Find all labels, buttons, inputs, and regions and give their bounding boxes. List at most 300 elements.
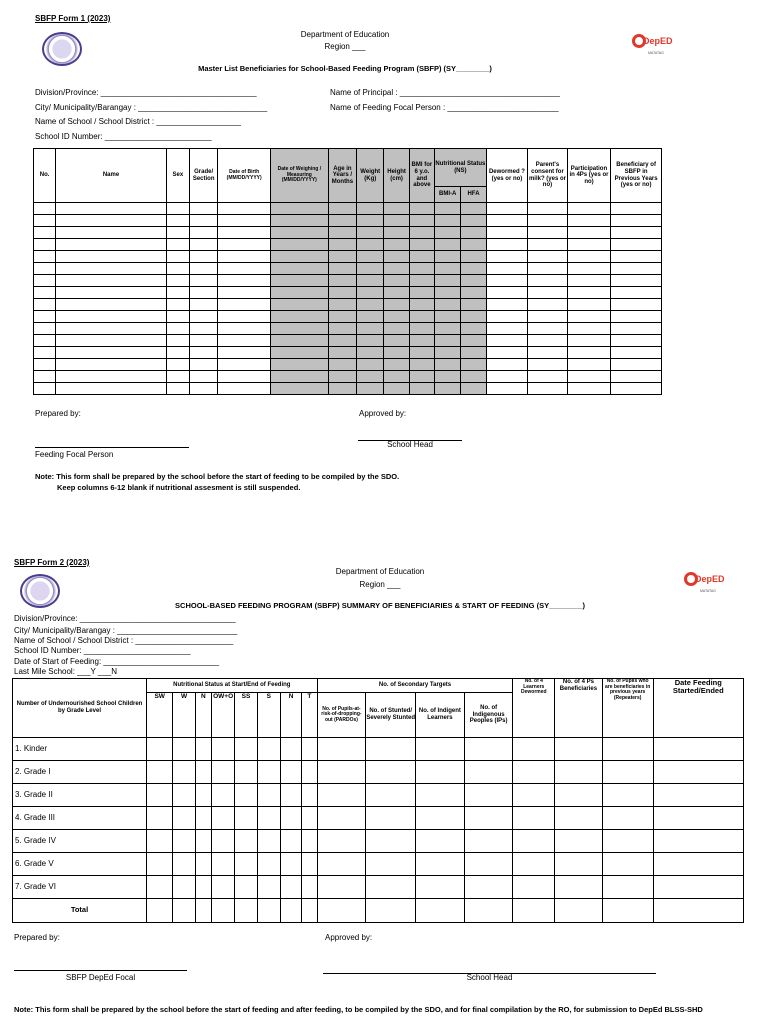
table-cell[interactable] [34, 275, 56, 287]
table-cell[interactable] [416, 738, 465, 761]
table-cell[interactable] [235, 853, 257, 876]
table-cell[interactable] [257, 876, 280, 899]
table-cell[interactable] [56, 311, 166, 323]
table-cell[interactable] [653, 738, 743, 761]
table-cell[interactable] [602, 784, 653, 807]
table-cell[interactable] [435, 251, 461, 263]
table-cell[interactable] [302, 761, 317, 784]
table-cell[interactable] [166, 275, 189, 287]
table-cell[interactable] [317, 784, 366, 807]
table-cell[interactable] [567, 371, 611, 383]
table-cell[interactable] [513, 853, 555, 876]
table-cell[interactable] [328, 275, 356, 287]
table-cell[interactable] [195, 830, 211, 853]
table-cell[interactable] [189, 215, 217, 227]
table-cell[interactable] [513, 784, 555, 807]
table-cell[interactable] [56, 335, 166, 347]
table-cell[interactable] [173, 853, 195, 876]
table-cell[interactable] [34, 203, 56, 215]
table-cell[interactable] [611, 347, 662, 359]
table-cell[interactable] [270, 227, 328, 239]
table-cell[interactable] [435, 371, 461, 383]
table-cell[interactable] [357, 311, 384, 323]
table-cell[interactable] [218, 359, 271, 371]
table-cell[interactable] [34, 371, 56, 383]
table-cell[interactable] [280, 899, 301, 923]
table-cell[interactable] [166, 371, 189, 383]
table-cell[interactable] [218, 251, 271, 263]
table-cell[interactable] [384, 203, 409, 215]
table-cell[interactable] [528, 359, 568, 371]
table-cell[interactable] [257, 761, 280, 784]
table-cell[interactable] [218, 215, 271, 227]
table-cell[interactable] [195, 761, 211, 784]
table-cell[interactable] [653, 853, 743, 876]
table-cell[interactable] [567, 215, 611, 227]
table-cell[interactable] [328, 287, 356, 299]
table-cell[interactable] [384, 215, 409, 227]
table-cell[interactable] [211, 761, 234, 784]
table-cell[interactable] [166, 347, 189, 359]
table-cell[interactable] [357, 335, 384, 347]
table-cell[interactable] [611, 299, 662, 311]
table-cell[interactable] [384, 227, 409, 239]
table-cell[interactable] [464, 807, 513, 830]
table-cell[interactable] [257, 899, 280, 923]
table-cell[interactable] [464, 899, 513, 923]
table-cell[interactable] [461, 227, 486, 239]
table-cell[interactable] [235, 738, 257, 761]
table-cell[interactable] [189, 239, 217, 251]
table-cell[interactable] [270, 287, 328, 299]
table-cell[interactable] [366, 807, 416, 830]
table-cell[interactable] [34, 263, 56, 275]
table-cell[interactable] [189, 287, 217, 299]
table-cell[interactable] [464, 830, 513, 853]
table-cell[interactable] [486, 263, 528, 275]
table-cell[interactable] [166, 335, 189, 347]
table-cell[interactable] [602, 830, 653, 853]
table-cell[interactable] [218, 347, 271, 359]
table-cell[interactable] [166, 359, 189, 371]
table-cell[interactable] [218, 287, 271, 299]
table-cell[interactable] [528, 203, 568, 215]
table-cell[interactable] [409, 287, 434, 299]
table-cell[interactable] [328, 347, 356, 359]
table-cell[interactable] [384, 287, 409, 299]
table-cell[interactable] [357, 323, 384, 335]
table-cell[interactable] [461, 287, 486, 299]
table-cell[interactable] [166, 227, 189, 239]
table-cell[interactable] [257, 830, 280, 853]
table-cell[interactable] [611, 251, 662, 263]
table-cell[interactable] [302, 784, 317, 807]
table-cell[interactable] [34, 215, 56, 227]
table-cell[interactable] [461, 275, 486, 287]
table-cell[interactable] [270, 323, 328, 335]
table-cell[interactable] [366, 876, 416, 899]
table-cell[interactable] [409, 263, 434, 275]
table-cell[interactable] [461, 299, 486, 311]
table-cell[interactable] [218, 311, 271, 323]
table-cell[interactable] [602, 853, 653, 876]
table-cell[interactable] [328, 239, 356, 251]
table-cell[interactable] [195, 738, 211, 761]
table-cell[interactable] [34, 359, 56, 371]
table-cell[interactable] [173, 761, 195, 784]
table-cell[interactable] [567, 347, 611, 359]
table-cell[interactable] [528, 347, 568, 359]
table-cell[interactable] [56, 347, 166, 359]
table-cell[interactable] [567, 323, 611, 335]
table-cell[interactable] [257, 784, 280, 807]
table-cell[interactable] [611, 263, 662, 275]
table-cell[interactable] [280, 876, 301, 899]
table-cell[interactable] [270, 263, 328, 275]
table-cell[interactable] [409, 383, 434, 395]
table-cell[interactable] [486, 287, 528, 299]
table-cell[interactable] [218, 299, 271, 311]
table-cell[interactable] [195, 853, 211, 876]
table-cell[interactable] [611, 323, 662, 335]
table-cell[interactable] [270, 215, 328, 227]
table-cell[interactable] [56, 251, 166, 263]
table-cell[interactable] [555, 830, 603, 853]
table-cell[interactable] [464, 761, 513, 784]
table-cell[interactable] [409, 299, 434, 311]
table-cell[interactable] [653, 761, 743, 784]
table-cell[interactable] [528, 239, 568, 251]
table-cell[interactable] [486, 311, 528, 323]
table-cell[interactable] [384, 347, 409, 359]
table-cell[interactable] [461, 239, 486, 251]
table-cell[interactable] [513, 738, 555, 761]
table-cell[interactable] [486, 239, 528, 251]
table-cell[interactable] [416, 784, 465, 807]
table-cell[interactable] [409, 239, 434, 251]
table-cell[interactable] [461, 371, 486, 383]
table-cell[interactable] [416, 761, 465, 784]
table-cell[interactable] [384, 251, 409, 263]
table-cell[interactable] [189, 359, 217, 371]
table-cell[interactable] [555, 761, 603, 784]
table-cell[interactable] [357, 215, 384, 227]
table-cell[interactable] [270, 347, 328, 359]
table-cell[interactable] [461, 263, 486, 275]
table-cell[interactable] [555, 738, 603, 761]
table-cell[interactable] [189, 251, 217, 263]
table-cell[interactable] [189, 275, 217, 287]
table-cell[interactable] [166, 239, 189, 251]
table-cell[interactable] [166, 287, 189, 299]
table-cell[interactable] [611, 227, 662, 239]
table-cell[interactable] [461, 335, 486, 347]
table-cell[interactable] [302, 876, 317, 899]
table-cell[interactable] [409, 371, 434, 383]
table-cell[interactable] [56, 203, 166, 215]
table-cell[interactable] [34, 227, 56, 239]
table-cell[interactable] [328, 251, 356, 263]
table-cell[interactable] [280, 761, 301, 784]
table-cell[interactable] [34, 311, 56, 323]
table-cell[interactable] [34, 287, 56, 299]
table-cell[interactable] [357, 299, 384, 311]
table-cell[interactable] [56, 299, 166, 311]
table-cell[interactable] [486, 275, 528, 287]
table-cell[interactable] [384, 383, 409, 395]
table-cell[interactable] [409, 251, 434, 263]
table-cell[interactable] [528, 371, 568, 383]
table-cell[interactable] [173, 899, 195, 923]
table-cell[interactable] [567, 239, 611, 251]
table-cell[interactable] [189, 347, 217, 359]
table-cell[interactable] [653, 830, 743, 853]
table-cell[interactable] [328, 299, 356, 311]
table-cell[interactable] [409, 203, 434, 215]
table-cell[interactable] [653, 784, 743, 807]
table-cell[interactable] [328, 335, 356, 347]
table-cell[interactable] [486, 347, 528, 359]
table-cell[interactable] [416, 807, 465, 830]
table-cell[interactable] [173, 738, 195, 761]
table-cell[interactable] [328, 371, 356, 383]
table-cell[interactable] [435, 299, 461, 311]
table-cell[interactable] [357, 203, 384, 215]
table-cell[interactable] [464, 738, 513, 761]
table-cell[interactable] [567, 299, 611, 311]
table-cell[interactable] [486, 359, 528, 371]
table-cell[interactable] [555, 876, 603, 899]
table-cell[interactable] [461, 311, 486, 323]
table-cell[interactable] [486, 383, 528, 395]
table-cell[interactable] [366, 830, 416, 853]
table-cell[interactable] [513, 899, 555, 923]
table-cell[interactable] [611, 287, 662, 299]
table-cell[interactable] [270, 251, 328, 263]
table-cell[interactable] [611, 239, 662, 251]
table-cell[interactable] [357, 383, 384, 395]
table-cell[interactable] [211, 899, 234, 923]
table-cell[interactable] [56, 227, 166, 239]
table-cell[interactable] [328, 359, 356, 371]
table-cell[interactable] [567, 263, 611, 275]
table-cell[interactable] [528, 251, 568, 263]
table-cell[interactable] [486, 323, 528, 335]
table-cell[interactable] [357, 287, 384, 299]
table-cell[interactable] [486, 203, 528, 215]
table-cell[interactable] [56, 275, 166, 287]
table-cell[interactable] [384, 335, 409, 347]
table-cell[interactable] [528, 335, 568, 347]
table-cell[interactable] [56, 371, 166, 383]
table-cell[interactable] [486, 251, 528, 263]
table-cell[interactable] [435, 383, 461, 395]
table-cell[interactable] [189, 335, 217, 347]
table-cell[interactable] [166, 203, 189, 215]
table-cell[interactable] [567, 335, 611, 347]
table-cell[interactable] [280, 830, 301, 853]
table-cell[interactable] [461, 323, 486, 335]
table-cell[interactable] [211, 807, 234, 830]
table-cell[interactable] [513, 761, 555, 784]
table-cell[interactable] [384, 275, 409, 287]
table-cell[interactable] [416, 830, 465, 853]
table-cell[interactable] [146, 876, 172, 899]
table-cell[interactable] [280, 853, 301, 876]
table-cell[interactable] [435, 359, 461, 371]
table-cell[interactable] [528, 227, 568, 239]
table-cell[interactable] [435, 347, 461, 359]
table-cell[interactable] [34, 383, 56, 395]
table-cell[interactable] [528, 287, 568, 299]
table-cell[interactable] [235, 876, 257, 899]
table-cell[interactable] [317, 899, 366, 923]
table-cell[interactable] [435, 311, 461, 323]
table-cell[interactable] [409, 323, 434, 335]
table-cell[interactable] [328, 323, 356, 335]
table-cell[interactable] [56, 215, 166, 227]
table-cell[interactable] [602, 761, 653, 784]
table-cell[interactable] [317, 738, 366, 761]
table-cell[interactable] [486, 215, 528, 227]
table-cell[interactable] [166, 383, 189, 395]
table-cell[interactable] [513, 876, 555, 899]
table-cell[interactable] [328, 203, 356, 215]
table-cell[interactable] [528, 275, 568, 287]
table-cell[interactable] [166, 323, 189, 335]
table-cell[interactable] [146, 807, 172, 830]
table-cell[interactable] [461, 383, 486, 395]
table-cell[interactable] [218, 263, 271, 275]
table-cell[interactable] [357, 227, 384, 239]
table-cell[interactable] [218, 275, 271, 287]
table-cell[interactable] [611, 215, 662, 227]
table-cell[interactable] [317, 807, 366, 830]
table-cell[interactable] [528, 299, 568, 311]
table-cell[interactable] [366, 784, 416, 807]
table-cell[interactable] [366, 738, 416, 761]
table-cell[interactable] [409, 311, 434, 323]
table-cell[interactable] [211, 876, 234, 899]
table-cell[interactable] [218, 239, 271, 251]
table-cell[interactable] [56, 383, 166, 395]
table-cell[interactable] [409, 227, 434, 239]
table-cell[interactable] [611, 371, 662, 383]
table-cell[interactable] [195, 899, 211, 923]
table-cell[interactable] [384, 239, 409, 251]
table-cell[interactable] [166, 299, 189, 311]
table-cell[interactable] [56, 263, 166, 275]
table-cell[interactable] [611, 275, 662, 287]
table-cell[interactable] [528, 311, 568, 323]
table-cell[interactable] [146, 853, 172, 876]
table-cell[interactable] [328, 263, 356, 275]
table-cell[interactable] [211, 738, 234, 761]
table-cell[interactable] [34, 239, 56, 251]
table-cell[interactable] [56, 323, 166, 335]
table-cell[interactable] [567, 275, 611, 287]
table-cell[interactable] [302, 830, 317, 853]
table-cell[interactable] [435, 335, 461, 347]
table-cell[interactable] [270, 299, 328, 311]
table-cell[interactable] [317, 853, 366, 876]
table-cell[interactable] [146, 830, 172, 853]
table-cell[interactable] [435, 227, 461, 239]
table-cell[interactable] [464, 876, 513, 899]
table-cell[interactable] [56, 239, 166, 251]
table-cell[interactable] [528, 323, 568, 335]
table-cell[interactable] [486, 371, 528, 383]
table-cell[interactable] [189, 323, 217, 335]
table-cell[interactable] [257, 807, 280, 830]
table-cell[interactable] [317, 830, 366, 853]
table-cell[interactable] [270, 239, 328, 251]
table-cell[interactable] [567, 287, 611, 299]
table-cell[interactable] [555, 784, 603, 807]
table-cell[interactable] [218, 335, 271, 347]
table-cell[interactable] [366, 761, 416, 784]
table-cell[interactable] [366, 899, 416, 923]
table-cell[interactable] [34, 251, 56, 263]
table-cell[interactable] [653, 876, 743, 899]
table-cell[interactable] [611, 203, 662, 215]
table-cell[interactable] [357, 359, 384, 371]
table-cell[interactable] [435, 287, 461, 299]
table-cell[interactable] [166, 251, 189, 263]
table-cell[interactable] [218, 371, 271, 383]
table-cell[interactable] [357, 347, 384, 359]
table-cell[interactable] [461, 251, 486, 263]
table-cell[interactable] [56, 359, 166, 371]
table-cell[interactable] [328, 311, 356, 323]
table-cell[interactable] [218, 203, 271, 215]
table-cell[interactable] [317, 876, 366, 899]
table-cell[interactable] [328, 215, 356, 227]
table-cell[interactable] [611, 359, 662, 371]
table-cell[interactable] [146, 761, 172, 784]
table-cell[interactable] [270, 359, 328, 371]
table-cell[interactable] [435, 215, 461, 227]
table-cell[interactable] [189, 311, 217, 323]
table-cell[interactable] [435, 203, 461, 215]
table-cell[interactable] [189, 227, 217, 239]
table-cell[interactable] [384, 311, 409, 323]
table-cell[interactable] [270, 311, 328, 323]
table-cell[interactable] [528, 263, 568, 275]
table-cell[interactable] [166, 311, 189, 323]
table-cell[interactable] [235, 830, 257, 853]
table-cell[interactable] [486, 335, 528, 347]
table-cell[interactable] [357, 239, 384, 251]
table-cell[interactable] [567, 359, 611, 371]
table-cell[interactable] [464, 853, 513, 876]
table-cell[interactable] [567, 251, 611, 263]
table-cell[interactable] [173, 807, 195, 830]
table-cell[interactable] [409, 335, 434, 347]
table-cell[interactable] [189, 299, 217, 311]
table-cell[interactable] [409, 347, 434, 359]
table-cell[interactable] [555, 853, 603, 876]
table-cell[interactable] [513, 830, 555, 853]
table-cell[interactable] [528, 383, 568, 395]
table-cell[interactable] [189, 371, 217, 383]
table-cell[interactable] [461, 203, 486, 215]
table-cell[interactable] [173, 784, 195, 807]
table-cell[interactable] [146, 738, 172, 761]
table-cell[interactable] [235, 807, 257, 830]
table-cell[interactable] [218, 323, 271, 335]
table-cell[interactable] [34, 299, 56, 311]
